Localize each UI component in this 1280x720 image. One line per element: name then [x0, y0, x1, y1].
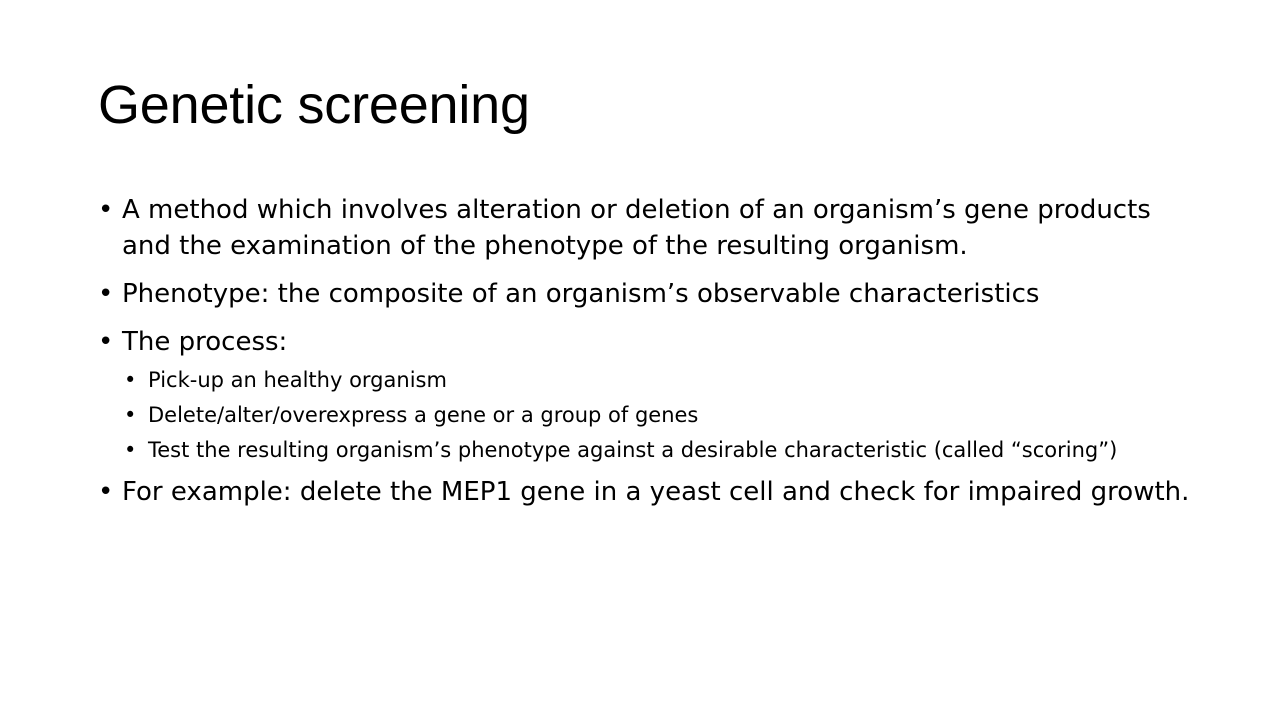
bullet-dot-icon: • [98, 195, 114, 225]
sub-bullet-item [98, 436, 1208, 464]
bullet-text: For example: delete the MEP1 gene in a yeast cell and check for impaired growth. [122, 477, 1190, 507]
sub-bullet-list [98, 366, 1208, 464]
bullet-dot-icon: • [98, 279, 114, 309]
sub-bullet-dot-icon: • [124, 368, 137, 392]
bullet-item [98, 474, 1208, 510]
sub-bullet-dot-icon: • [124, 403, 137, 427]
bullet-text: Phenotype: the composite of an organism’s observable characteristics [122, 279, 1040, 309]
slide-title: Genetic screening [98, 75, 530, 135]
bullet-dot-icon: • [98, 477, 114, 507]
sub-bullet-text: Delete/alter/overexpress a gene or a group of genes [148, 403, 699, 427]
bullet-text: The process: [122, 327, 288, 357]
sub-bullet-item [98, 401, 1208, 429]
sub-bullet-text: Pick-up an healthy organism [148, 368, 447, 392]
bullet-text: A method which involves alteration or deletion of an organism’s gene products and the examination of the phenotype of the resulting organism. [122, 195, 1151, 261]
slide-body [98, 192, 1208, 522]
sub-bullet-item [98, 366, 1208, 394]
bullet-item [98, 192, 1208, 264]
sub-bullet-dot-icon: • [124, 438, 137, 462]
bullet-item [98, 324, 1208, 360]
sub-bullet-text: Test the resulting organism’s phenotype against a desirable characteristic (called “scoring”) [148, 438, 1118, 462]
bullet-item [98, 276, 1208, 312]
bullet-dot-icon: • [98, 327, 114, 357]
